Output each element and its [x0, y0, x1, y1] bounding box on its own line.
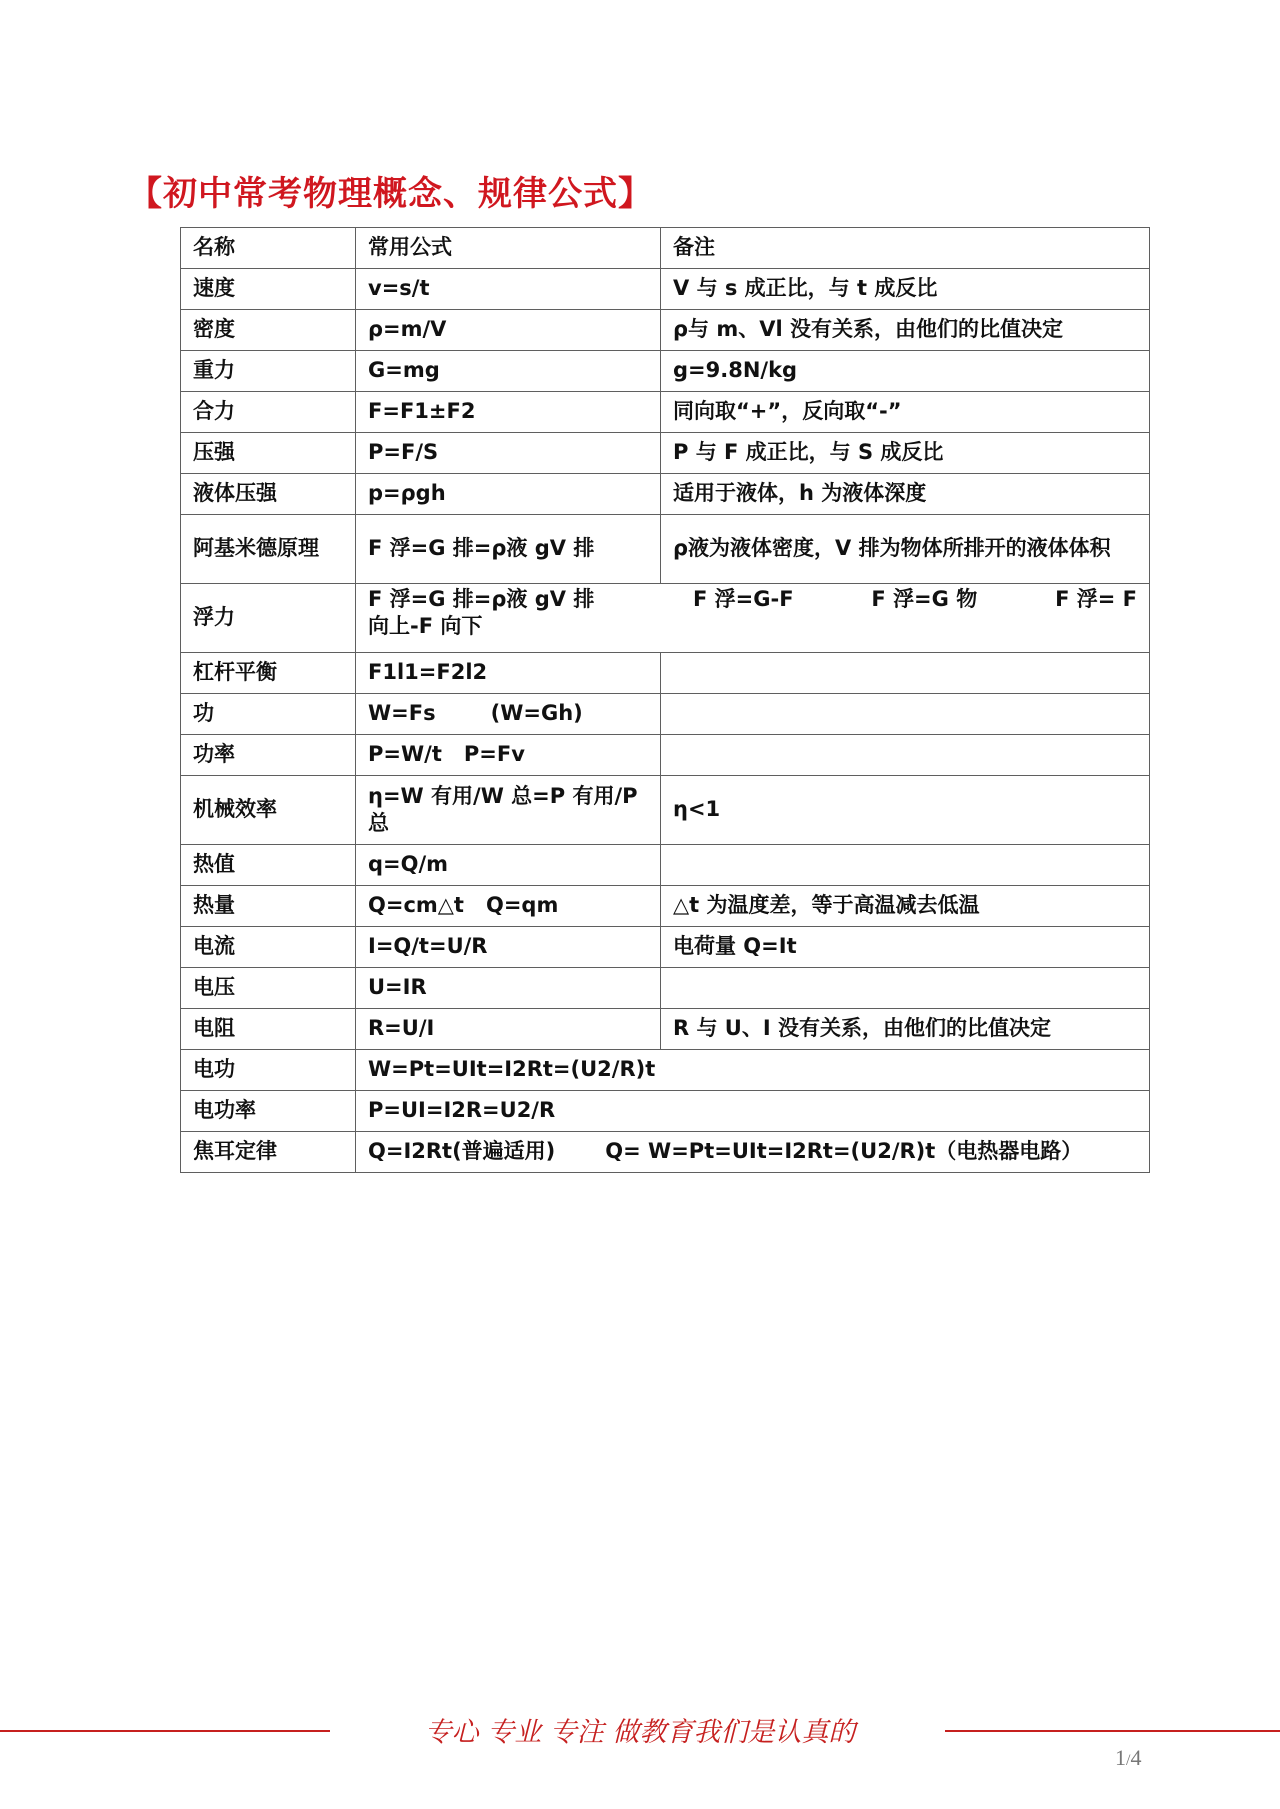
row-name: 机械效率: [181, 776, 356, 845]
table-row: [181, 515, 1150, 584]
row-name: 速度: [181, 269, 356, 310]
table-row: [181, 1050, 1150, 1091]
row-name: 电压: [181, 968, 356, 1009]
row-name: 电功: [181, 1050, 356, 1091]
table-row: [181, 735, 1150, 776]
row-name: 热量: [181, 886, 356, 927]
row-formula: F=F1±F2: [356, 392, 661, 433]
row-formula: G=mg: [356, 351, 661, 392]
row-note: [661, 845, 1150, 886]
row-formula: [356, 735, 661, 776]
table-row: [181, 845, 1150, 886]
header-note: 备注: [661, 228, 1150, 269]
row-formula: F1l1=F2l2: [356, 653, 661, 694]
row-formula: [356, 886, 661, 927]
table-row: [181, 433, 1150, 474]
row-formula: R=U/I: [356, 1009, 661, 1050]
row-formula-merged: [356, 1132, 1150, 1173]
row-note: P 与 F 成正比，与 S 成反比: [661, 433, 1150, 474]
row-formula: F 浮=G 排=ρ液 gV 排: [356, 515, 661, 584]
row-formula: P=F/S: [356, 433, 661, 474]
table-row: [181, 968, 1150, 1009]
header-formula: 常用公式: [356, 228, 661, 269]
buoyancy-formula-wrap: 向上-F 向下: [368, 614, 483, 639]
table-row: [181, 310, 1150, 351]
row-name: 浮力: [181, 584, 356, 653]
row-note: △t 为温度差，等于高温减去低温: [661, 886, 1150, 927]
buoyancy-formulas: [368, 586, 1137, 613]
header-name: 名称: [181, 228, 356, 269]
row-note: g=9.8N/kg: [661, 351, 1150, 392]
row-name: 热值: [181, 845, 356, 886]
buoyancy-formula-4: F 浮= F: [1055, 587, 1137, 611]
row-note: 同向取“+”，反向取“-”: [661, 392, 1150, 433]
page-total: 4: [1130, 1745, 1142, 1770]
row-name: 功率: [181, 735, 356, 776]
table-row: [181, 927, 1150, 968]
row-name: 电流: [181, 927, 356, 968]
row-formula: I=Q/t=U/R: [356, 927, 661, 968]
footer-rule-left: [0, 1730, 330, 1732]
row-note: ρ液为液体密度，V 排为物体所排开的液体体积: [661, 515, 1150, 584]
formula-a: Q=I2Rt(普遍适用): [368, 1139, 556, 1164]
formula-b: P=Fv: [463, 742, 525, 767]
row-formula: v=s/t: [356, 269, 661, 310]
table-row: [181, 351, 1150, 392]
row-name: 重力: [181, 351, 356, 392]
page-number: [1115, 1745, 1141, 1771]
row-formula: η=W 有用/W 总=P 有用/P 总: [356, 776, 661, 845]
row-name: 杠杆平衡: [181, 653, 356, 694]
footer-slogan: 专心 专业 专注 做教育我们是认真的: [424, 1717, 856, 1748]
row-name: 阿基米德原理: [181, 515, 356, 584]
row-formula: p=ρgh: [356, 474, 661, 515]
formula-b: Q= W=Pt=UIt=I2Rt=(U2/R)t（电热器电路）: [605, 1139, 1083, 1164]
table-row: [181, 1091, 1150, 1132]
page-separator: /: [1126, 1752, 1131, 1769]
row-note: η<1: [661, 776, 1150, 845]
row-note: 适用于液体，h 为液体深度: [661, 474, 1150, 515]
buoyancy-formula-2: F 浮=G-F: [693, 587, 794, 611]
table-header-row: [181, 228, 1150, 269]
table-row: [181, 1132, 1150, 1173]
table-row: [181, 886, 1150, 927]
table-row: [181, 474, 1150, 515]
row-note: R 与 U、I 没有关系，由他们的比值决定: [661, 1009, 1150, 1050]
row-note: [661, 653, 1150, 694]
page-current: 1: [1115, 1745, 1126, 1770]
row-note: [661, 968, 1150, 1009]
formula-table: [180, 227, 1150, 1173]
formula-b: Q=qm: [485, 893, 559, 918]
table-row: [181, 776, 1150, 845]
table-row: [181, 269, 1150, 310]
buoyancy-formula-1: F 浮=G 排=ρ液 gV 排: [368, 587, 595, 611]
buoyancy-formula-group: [693, 586, 1137, 613]
row-name: 电功率: [181, 1091, 356, 1132]
table-row: [181, 584, 1150, 653]
row-note: ρ与 m、Vl 没有关系，由他们的比值决定: [661, 310, 1150, 351]
row-formula-merged: P=UI=I2R=U2/R: [356, 1091, 1150, 1132]
row-name: 合力: [181, 392, 356, 433]
formula-a: P=W/t: [368, 742, 442, 767]
row-name: 密度: [181, 310, 356, 351]
row-name: 压强: [181, 433, 356, 474]
row-formula: U=IR: [356, 968, 661, 1009]
table-row: [181, 653, 1150, 694]
formula-a: W=Fs: [368, 701, 436, 726]
row-formula-merged: W=Pt=UIt=I2Rt=(U2/R)t: [356, 1050, 1150, 1091]
row-note: [661, 735, 1150, 776]
table-row: [181, 694, 1150, 735]
page-title: 【初中常考物理概念、规律公式】: [128, 174, 653, 214]
row-note: 电荷量 Q=It: [661, 927, 1150, 968]
formula-b: (W=Gh): [490, 701, 583, 726]
row-name: 液体压强: [181, 474, 356, 515]
row-formula: q=Q/m: [356, 845, 661, 886]
row-name: 功: [181, 694, 356, 735]
row-formula-merged: [356, 584, 1150, 653]
row-note: V 与 s 成正比，与 t 成反比: [661, 269, 1150, 310]
buoyancy-formula-3: F 浮=G 物: [871, 587, 978, 611]
row-formula: [356, 694, 661, 735]
table-row: [181, 1009, 1150, 1050]
row-name: 电阻: [181, 1009, 356, 1050]
row-formula: ρ=m/V: [356, 310, 661, 351]
row-name: 焦耳定律: [181, 1132, 356, 1173]
row-note: [661, 694, 1150, 735]
formula-a: Q=cm△t: [368, 893, 464, 918]
footer-rule-right: [945, 1730, 1280, 1732]
table-row: [181, 392, 1150, 433]
